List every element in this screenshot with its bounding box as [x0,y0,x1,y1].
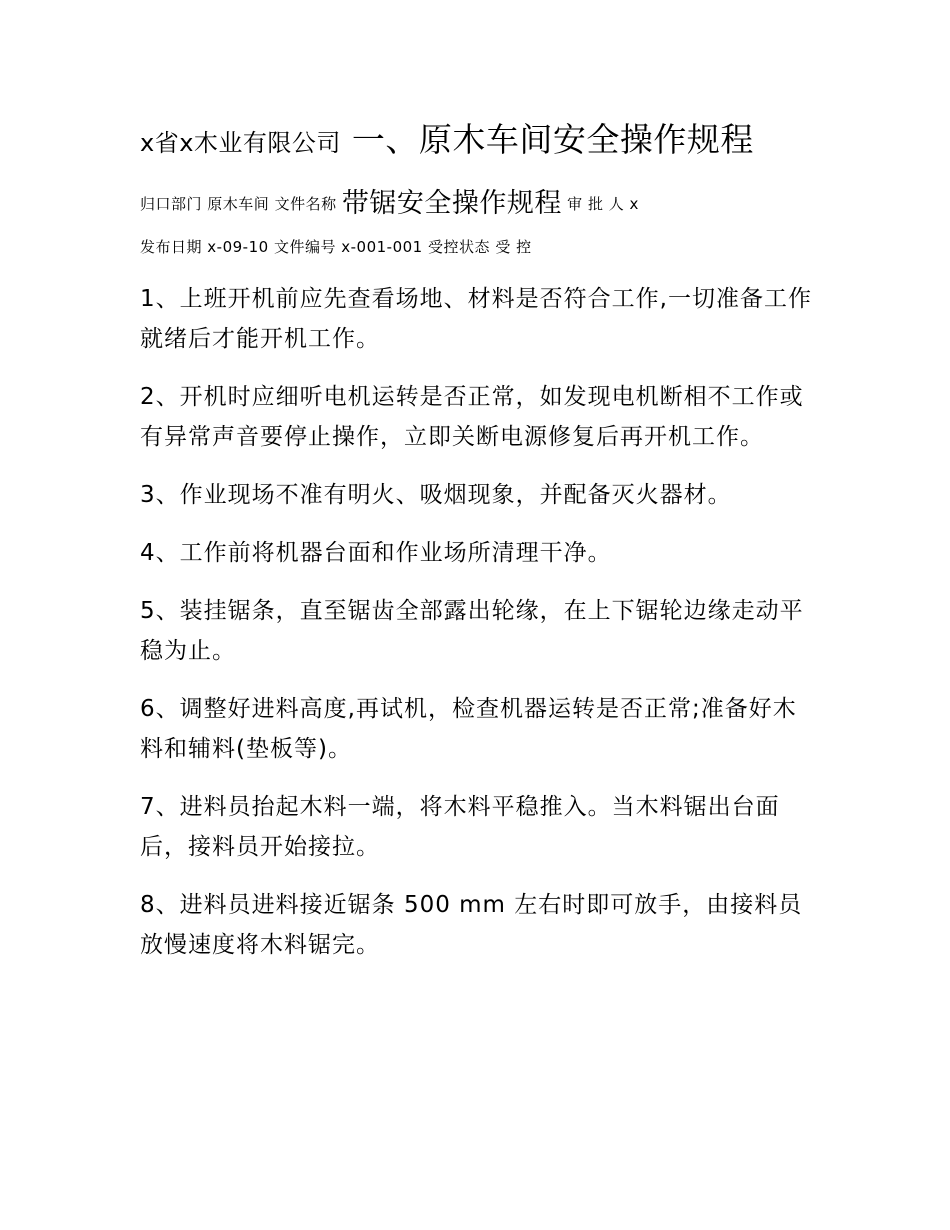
rules-list [140,279,820,965]
rule-item: 2、开机时应细听电机运转是否正常，如发现电机断相不工作或有异常声音要停止操作，立即关断电源修复后再开机工作。 [140,384,804,450]
control-status-label: 受控状态 [428,238,491,256]
meta-line-1 [140,187,820,221]
file-name-label: 文件名称 [274,195,337,213]
rule-item: 7、进料员抬起木料一端，将木料平稳推入。当木料锯出台面后，接料员开始接拉。 [140,794,780,860]
rule-item: 3、作业现场不准有明火、吸烟现象，并配备灭火器材。 [140,482,732,508]
control-status-value: 受 控 [495,238,532,256]
release-date-value: x-09-10 [207,238,269,256]
document-title [140,118,820,165]
department-label: 归口部门 [140,195,203,213]
approver-value: x [629,195,639,213]
rule-item: 8、进料员进料接近锯条 500 mm 左右时即可放手，由接料员放慢速度将木料锯完。 [140,892,803,958]
release-date-label: 发布日期 [140,238,203,256]
file-number-label: 文件编号 [273,238,336,256]
file-name-value: 带锯安全操作规程 [341,188,562,219]
regulation-title: 一、原木车间安全操作规程 [351,120,754,159]
file-number-value: x-001-001 [341,238,423,256]
rule-item: 1、上班开机前应先查看场地、材料是否符合工作,一切准备工作就绪后才能开机工作。 [140,286,812,352]
company-name: x省x木业有限公司 [140,129,341,157]
rule-item: 5、装挂锯条，直至锯齿全部露出轮缘，在上下锯轮边缘走动平稳为止。 [140,598,804,664]
rule-item: 6、调整好进料高度,再试机，检查机器运转是否正常;准备好木料和辅料(垫板等)。 [140,696,797,762]
rule-item: 4、工作前将机器台面和作业场所清理干净。 [140,540,612,566]
department-value: 原木车间 [207,195,270,213]
approver-label: 审 批 人 [567,195,625,213]
meta-line-2 [140,235,820,259]
